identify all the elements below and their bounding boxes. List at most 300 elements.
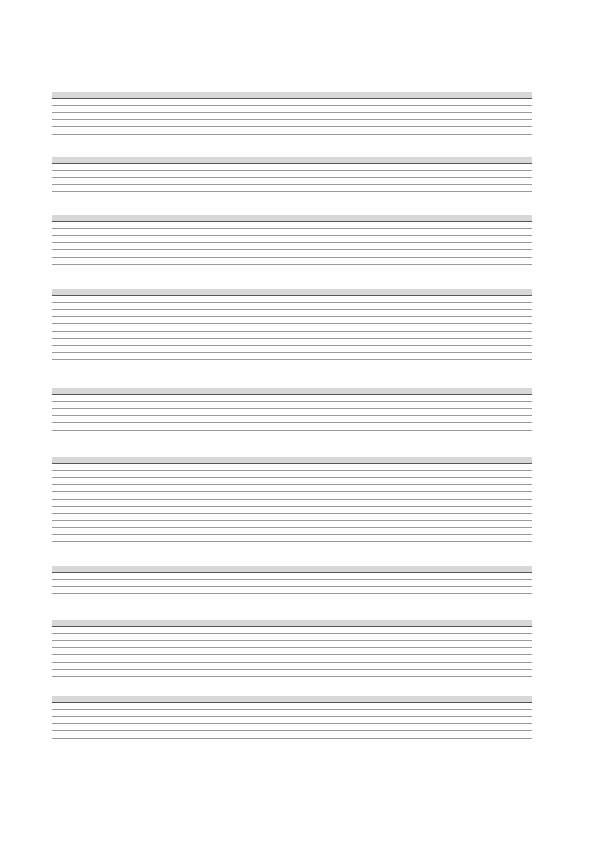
col-vehicle [475,513,532,520]
header-col-team [302,388,430,395]
col-in-lap [252,250,302,257]
col-rank [52,535,80,542]
col-team [302,395,430,402]
col-vehicle [475,243,532,250]
col-team [302,669,430,676]
col-name [102,229,177,236]
col-best-lap [177,164,252,171]
header-col-bib [80,696,102,703]
header-col-vehicle [475,157,532,164]
col-in-lap [252,127,302,134]
col-in-lap [252,120,302,127]
col-team [302,243,430,250]
col-name [102,402,177,409]
col-in-lap [252,731,302,738]
col-origin [430,171,475,178]
col-rank [52,580,80,587]
table-row [52,243,532,250]
table-row [52,113,532,120]
table-row [52,471,532,478]
col-team [302,352,430,359]
col-vehicle [475,471,532,478]
col-best-lap [177,627,252,634]
col-bib [80,127,102,134]
col-best-lap [177,395,252,402]
col-rank [52,587,80,594]
col-vehicle [475,416,532,423]
col-team [302,338,430,345]
col-bib [80,641,102,648]
col-bib [80,402,102,409]
header-col-bib [80,620,102,627]
col-team [302,113,430,120]
table-header-row [52,215,532,222]
col-best-lap [177,710,252,717]
col-vehicle [475,99,532,106]
col-rank [52,243,80,250]
col-vehicle [475,257,532,264]
col-best-lap [177,352,252,359]
header-col-rank [52,566,80,573]
col-team [302,464,430,471]
col-team [302,164,430,171]
col-team [302,222,430,229]
col-origin [430,317,475,324]
col-best-lap [177,587,252,594]
col-in-lap [252,416,302,423]
col-team [302,662,430,669]
table-row [52,106,532,113]
col-in-lap [252,310,302,317]
col-bib [80,120,102,127]
col-name [102,409,177,416]
col-team [302,627,430,634]
col-origin [430,506,475,513]
col-bib [80,634,102,641]
header-col-vehicle [475,696,532,703]
col-vehicle [475,703,532,710]
header-col-name [102,215,177,222]
col-origin [430,296,475,303]
table-header-row [52,620,532,627]
header-col-vehicle [475,289,532,296]
header-col-team [302,289,430,296]
header-col-origin [430,696,475,703]
col-in-lap [252,535,302,542]
header-col-in-lap [252,620,302,627]
table-row [52,627,532,634]
col-bib [80,106,102,113]
col-in-lap [252,717,302,724]
table-row [52,331,532,338]
header-col-rank [52,457,80,464]
col-rank [52,127,80,134]
col-best-lap [177,120,252,127]
col-vehicle [475,580,532,587]
header-col-bib [80,388,102,395]
col-name [102,416,177,423]
col-team [302,303,430,310]
col-in-lap [252,499,302,506]
col-in-lap [252,485,302,492]
class-label [52,206,532,215]
header-col-vehicle [475,388,532,395]
col-team [302,634,430,641]
header-col-rank [52,388,80,395]
section-8 [52,687,532,739]
col-origin [430,724,475,731]
col-name [102,506,177,513]
col-rank [52,648,80,655]
table-row [52,703,532,710]
col-team [302,520,430,527]
col-name [102,535,177,542]
col-rank [52,222,80,229]
table-row [52,717,532,724]
col-vehicle [475,641,532,648]
header-col-team [302,215,430,222]
col-bib [80,499,102,506]
header-col-origin [430,215,475,222]
col-in-lap [252,423,302,430]
col-name [102,471,177,478]
col-best-lap [177,113,252,120]
col-bib [80,527,102,534]
table-row [52,409,532,416]
col-bib [80,485,102,492]
col-vehicle [475,587,532,594]
col-in-lap [252,527,302,534]
col-rank [52,310,80,317]
col-best-lap [177,99,252,106]
col-origin [430,178,475,185]
col-best-lap [177,492,252,499]
col-bib [80,345,102,352]
col-bib [80,185,102,192]
col-in-lap [252,317,302,324]
col-in-lap [252,573,302,580]
col-team [302,171,430,178]
header-col-in-lap [252,157,302,164]
results-table [52,215,532,265]
col-in-lap [252,627,302,634]
col-in-lap [252,178,302,185]
section-5 [52,448,532,542]
col-vehicle [475,303,532,310]
col-best-lap [177,402,252,409]
col-vehicle [475,464,532,471]
header-col-name [102,620,177,627]
col-rank [52,710,80,717]
col-rank [52,164,80,171]
section-4 [52,379,532,431]
header-col-bib [80,215,102,222]
col-best-lap [177,324,252,331]
table-row [52,520,532,527]
col-best-lap [177,236,252,243]
col-origin [430,471,475,478]
col-name [102,352,177,359]
col-name [102,717,177,724]
col-bib [80,662,102,669]
col-bib [80,535,102,542]
col-bib [80,171,102,178]
col-bib [80,492,102,499]
col-name [102,257,177,264]
col-bib [80,520,102,527]
col-bib [80,303,102,310]
col-name [102,423,177,430]
table-row [52,527,532,534]
header-col-name [102,92,177,99]
col-in-lap [252,243,302,250]
col-bib [80,257,102,264]
col-origin [430,478,475,485]
col-bib [80,513,102,520]
col-rank [52,317,80,324]
col-in-lap [252,648,302,655]
col-best-lap [177,257,252,264]
col-origin [430,485,475,492]
col-name [102,655,177,662]
col-best-lap [177,535,252,542]
col-best-lap [177,580,252,587]
col-best-lap [177,573,252,580]
col-rank [52,513,80,520]
col-vehicle [475,178,532,185]
table-row [52,535,532,542]
table-header-row [52,696,532,703]
col-best-lap [177,127,252,134]
col-best-lap [177,229,252,236]
col-bib [80,395,102,402]
table-row [52,257,532,264]
table-row [52,236,532,243]
col-bib [80,731,102,738]
col-origin [430,499,475,506]
col-in-lap [252,724,302,731]
col-in-lap [252,580,302,587]
table-header-row [52,457,532,464]
col-rank [52,485,80,492]
col-team [302,99,430,106]
col-in-lap [252,513,302,520]
col-origin [430,324,475,331]
results-table [52,289,532,360]
col-team [302,106,430,113]
header-col-rank [52,696,80,703]
header-col-best-lap [177,92,252,99]
section-1 [52,148,532,192]
col-best-lap [177,243,252,250]
header-col-in-lap [252,696,302,703]
class-label [52,557,532,566]
col-name [102,317,177,324]
col-rank [52,662,80,669]
table-row [52,423,532,430]
col-best-lap [177,520,252,527]
col-vehicle [475,409,532,416]
table-row [52,171,532,178]
header-col-bib [80,566,102,573]
col-rank [52,423,80,430]
col-bib [80,243,102,250]
col-team [302,296,430,303]
col-bib [80,724,102,731]
col-best-lap [177,185,252,192]
col-bib [80,464,102,471]
table-header-row [52,289,532,296]
col-in-lap [252,113,302,120]
results-table [52,457,532,542]
table-row [52,641,532,648]
col-in-lap [252,669,302,676]
col-team [302,345,430,352]
col-origin [430,310,475,317]
col-rank [52,731,80,738]
header-col-best-lap [177,157,252,164]
col-team [302,178,430,185]
header-col-origin [430,92,475,99]
header-col-bib [80,92,102,99]
col-in-lap [252,185,302,192]
col-bib [80,317,102,324]
header-col-best-lap [177,696,252,703]
col-rank [52,352,80,359]
table-row [52,573,532,580]
col-best-lap [177,669,252,676]
col-origin [430,303,475,310]
col-origin [430,662,475,669]
col-vehicle [475,324,532,331]
results-table [52,620,532,677]
col-best-lap [177,317,252,324]
results-table [52,388,532,431]
header-col-team [302,157,430,164]
col-bib [80,99,102,106]
col-team [302,257,430,264]
col-rank [52,520,80,527]
header-col-vehicle [475,457,532,464]
col-rank [52,402,80,409]
table-row [52,395,532,402]
col-bib [80,655,102,662]
col-rank [52,703,80,710]
col-team [302,527,430,534]
col-bib [80,222,102,229]
col-in-lap [252,164,302,171]
col-in-lap [252,662,302,669]
table-row [52,731,532,738]
col-name [102,573,177,580]
col-in-lap [252,478,302,485]
col-rank [52,303,80,310]
col-rank [52,471,80,478]
col-origin [430,710,475,717]
col-vehicle [475,627,532,634]
col-rank [52,106,80,113]
col-rank [52,236,80,243]
col-bib [80,296,102,303]
header-col-name [102,696,177,703]
header-col-in-lap [252,566,302,573]
table-row [52,178,532,185]
col-origin [430,120,475,127]
col-name [102,222,177,229]
col-origin [430,236,475,243]
col-name [102,527,177,534]
table-header-row [52,92,532,99]
col-origin [430,229,475,236]
col-origin [430,717,475,724]
col-origin [430,106,475,113]
table-row [52,485,532,492]
table-row [52,250,532,257]
col-vehicle [475,352,532,359]
col-origin [430,222,475,229]
header-col-team [302,620,430,627]
header-col-name [102,566,177,573]
col-team [302,324,430,331]
col-name [102,731,177,738]
col-name [102,243,177,250]
col-vehicle [475,171,532,178]
header-col-best-lap [177,388,252,395]
col-name [102,710,177,717]
col-rank [52,324,80,331]
col-origin [430,423,475,430]
col-name [102,634,177,641]
section-2 [52,206,532,265]
col-rank [52,506,80,513]
col-best-lap [177,717,252,724]
col-in-lap [252,402,302,409]
col-origin [430,535,475,542]
col-best-lap [177,641,252,648]
col-best-lap [177,703,252,710]
header-col-bib [80,289,102,296]
col-rank [52,229,80,236]
col-origin [430,520,475,527]
col-bib [80,250,102,257]
col-bib [80,506,102,513]
col-rank [52,113,80,120]
col-name [102,499,177,506]
col-vehicle [475,317,532,324]
col-in-lap [252,331,302,338]
col-name [102,648,177,655]
section-0 [52,83,532,135]
col-best-lap [177,471,252,478]
col-name [102,338,177,345]
col-bib [80,423,102,430]
table-row [52,492,532,499]
header-col-best-lap [177,457,252,464]
col-vehicle [475,185,532,192]
table-row [52,464,532,471]
col-vehicle [475,485,532,492]
class-label [52,611,532,620]
col-origin [430,648,475,655]
header-col-name [102,457,177,464]
col-best-lap [177,296,252,303]
class-label [52,148,532,157]
header-col-rank [52,289,80,296]
col-rank [52,655,80,662]
col-vehicle [475,527,532,534]
col-in-lap [252,395,302,402]
col-vehicle [475,222,532,229]
